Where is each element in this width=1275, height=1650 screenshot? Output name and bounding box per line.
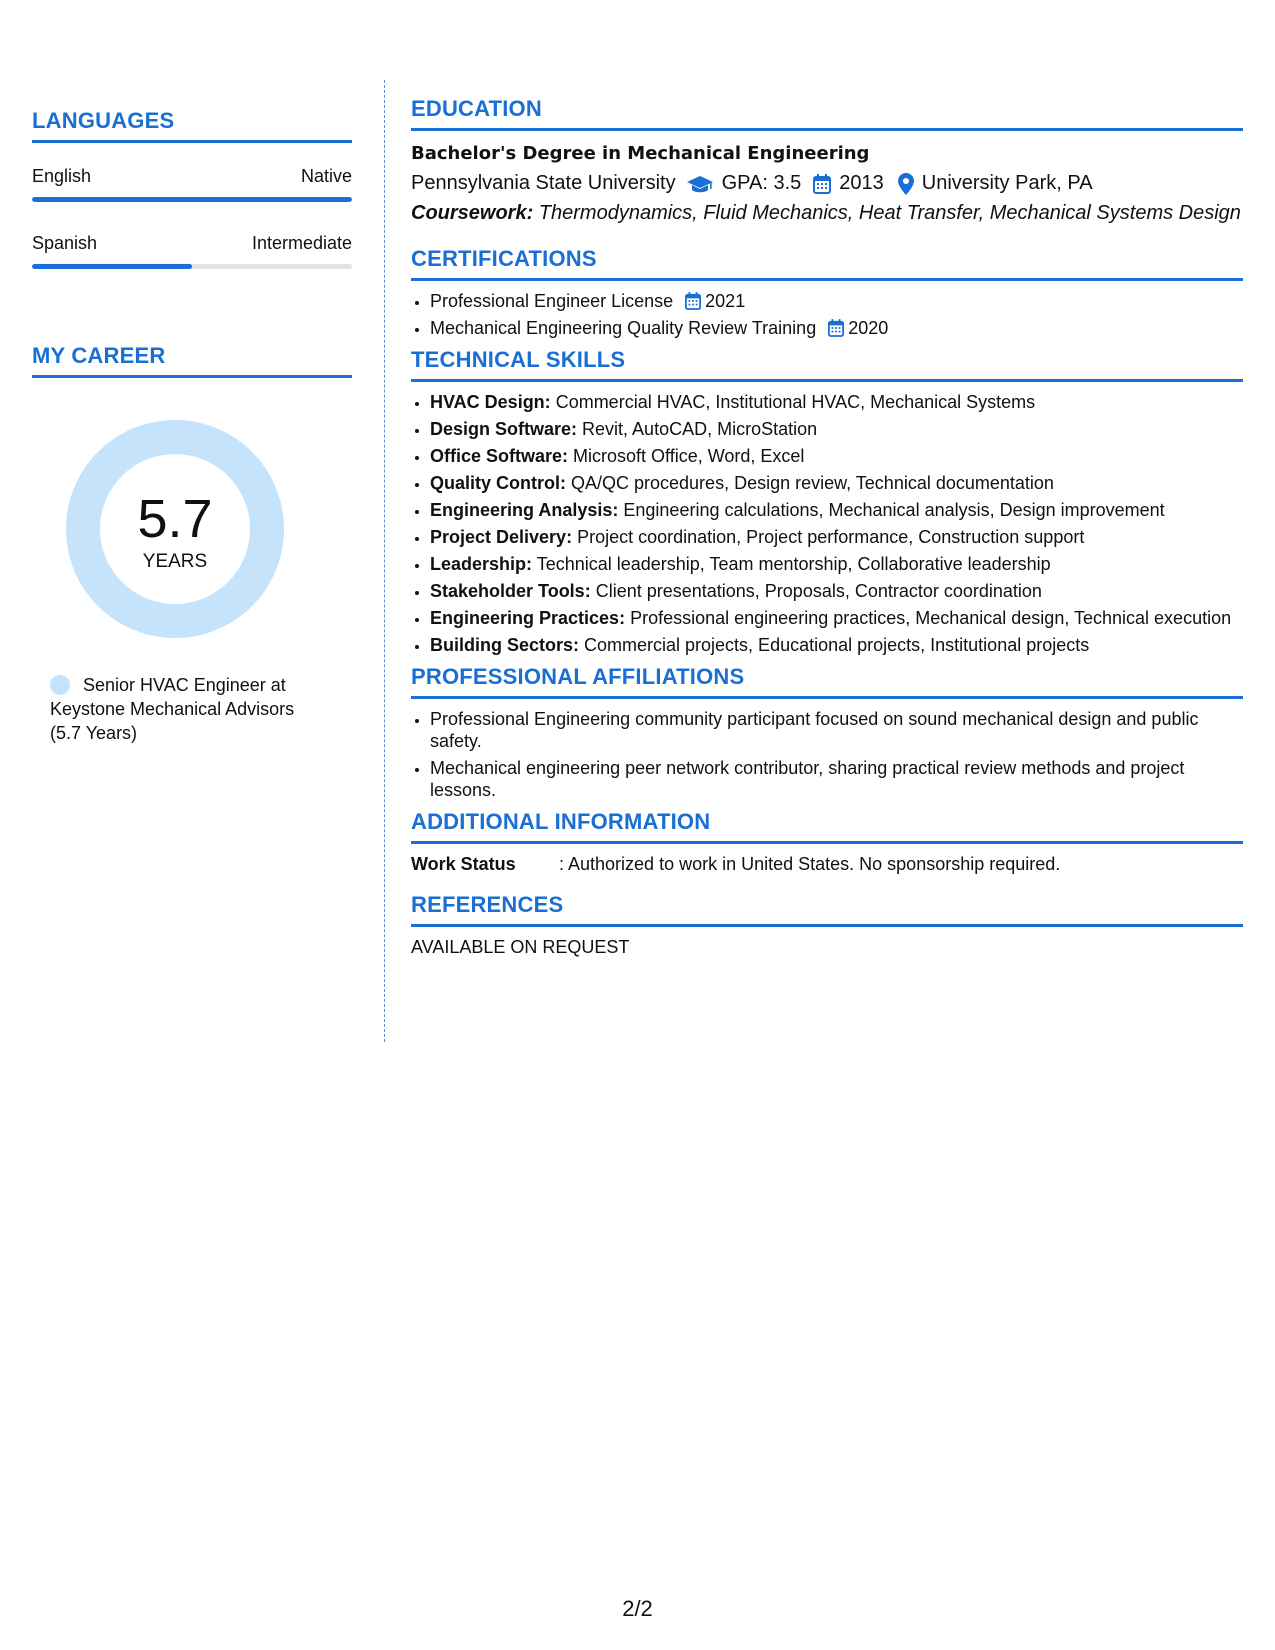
list-item (430, 418, 1243, 440)
skill-text: Technical leadership, Team mentorship, Collaborative leadership (532, 554, 1051, 574)
language-proficiency-fill (32, 264, 192, 269)
skill-text: Commercial projects, Educational projects, Institutional projects (579, 635, 1090, 655)
references-text: AVAILABLE ON REQUEST (411, 937, 630, 957)
career-role-duration: (5.7 Years) (50, 723, 138, 743)
affiliations-list (411, 708, 1243, 801)
language-name: English (32, 166, 92, 186)
page-number: 2/2 (622, 1596, 653, 1621)
certification-name: • Mechanical Engineering Quality Review Training (430, 318, 817, 338)
certification-year: 2020 (848, 318, 889, 338)
coursework-label: Coursework: (411, 202, 534, 224)
section-rule (411, 696, 1243, 699)
career-total-value: 5.7 (137, 489, 213, 549)
coursework-list: Thermodynamics, Fluid Mechanics, Heat Transfer, Mechanical Systems Design (533, 202, 1241, 224)
section-rule (32, 140, 352, 143)
language-level: Native (300, 166, 352, 186)
skills-title: TECHNICAL SKILLS (411, 347, 626, 372)
skill-text: Commercial HVAC, Institutional HVAC, Mechanical Systems (550, 392, 1036, 412)
career-title: MY CAREER (32, 343, 166, 368)
skill-label: Stakeholder Tools: (430, 581, 591, 601)
certification-name: • Professional Engineer License (430, 291, 674, 311)
list-item (430, 391, 1243, 413)
education-title: EDUCATION (411, 96, 542, 121)
list-item (430, 290, 1243, 312)
language-proficiency-bar (32, 197, 352, 202)
certifications-section (411, 246, 1243, 339)
certifications-title: CERTIFICATIONS (411, 246, 597, 271)
calendar-icon (685, 292, 701, 310)
column-divider (384, 80, 385, 1042)
coursework (411, 201, 1243, 225)
list-item (430, 607, 1243, 629)
affiliations-section (411, 664, 1243, 801)
list-item (430, 499, 1243, 521)
section-rule (411, 128, 1243, 131)
education-meta (411, 172, 1243, 195)
section-rule (411, 841, 1243, 844)
left-column (32, 108, 352, 745)
career-section (32, 343, 352, 745)
list-item (430, 445, 1243, 467)
skill-text: Revit, AutoCAD, MicroStation (577, 419, 818, 439)
career-ring (65, 419, 285, 639)
career-role-dot (50, 675, 70, 695)
skills-list (411, 391, 1243, 656)
section-rule (411, 379, 1243, 382)
list-item (430, 526, 1243, 548)
career-role-company: Keystone Mechanical Advisors (50, 699, 295, 719)
references-title: REFERENCES (411, 892, 564, 917)
calendar-icon (828, 319, 844, 337)
work-status-label: Work Status (411, 854, 516, 874)
list-item (430, 634, 1243, 656)
skill-label: Design Software: (430, 419, 578, 439)
certification-year: 2021 (705, 291, 746, 311)
skill-text: Client presentations, Proposals, Contractor coordination (590, 581, 1042, 601)
work-status-value: : Authorized to work in United States. No sponsorship required. (559, 854, 1061, 874)
list-item (430, 553, 1243, 575)
skill-text: Professional engineering practices, Mechanical design, Technical execution (625, 608, 1232, 628)
school-name: Pennsylvania State University (411, 172, 676, 194)
skill-text: Project coordination, Project performance, Construction support (572, 527, 1085, 547)
language-proficiency-fill (32, 197, 352, 202)
calendar-icon (813, 174, 831, 194)
skill-label: Quality Control: (430, 473, 566, 493)
list-item (430, 472, 1243, 494)
language-proficiency-bar (32, 264, 352, 269)
additional-title: ADDITIONAL INFORMATION (411, 809, 711, 834)
graduation-year: 2013 (839, 172, 884, 194)
skills-section (411, 347, 1243, 656)
skill-label: Engineering Practices: (430, 608, 626, 628)
education-location: University Park, PA (921, 172, 1093, 194)
list-item: • Mechanical engineering peer network contributor, sharing practical review methods and project lessons. (430, 757, 1243, 801)
skill-label: Project Delivery: (430, 527, 573, 547)
list-item (430, 580, 1243, 602)
skill-text: Microsoft Office, Word, Excel (568, 446, 805, 466)
work-status-row (411, 853, 1243, 875)
additional-section (411, 809, 1243, 875)
section-rule (411, 924, 1243, 927)
skill-text: QA/QC procedures, Design review, Technical documentation (566, 473, 1054, 493)
languages-section (32, 108, 352, 269)
graduation-cap-icon (686, 174, 714, 194)
gpa-value: GPA: 3.5 (721, 172, 802, 194)
skill-label: Office Software: (430, 446, 569, 466)
language-item (32, 165, 352, 202)
career-total-unit: YEARS (142, 551, 208, 572)
skill-label: Engineering Analysis: (430, 500, 619, 520)
certifications-list (411, 290, 1243, 339)
skill-label: Building Sectors: (430, 635, 580, 655)
list-item (430, 317, 1243, 339)
languages-title: LANGUAGES (32, 108, 175, 133)
skill-label: HVAC Design: (430, 392, 551, 412)
section-rule (411, 278, 1243, 281)
right-column (411, 96, 1243, 958)
skill-text: Engineering calculations, Mechanical analysis, Design improvement (618, 500, 1165, 520)
skill-label: Leadership: (430, 554, 533, 574)
references-section (411, 892, 1243, 958)
language-name: Spanish (32, 233, 98, 253)
language-level: Intermediate (251, 233, 352, 253)
degree-title: Bachelor's Degree in Mechanical Engineering (411, 143, 870, 164)
career-role-title: Senior HVAC Engineer at (83, 675, 286, 695)
location-pin-icon (898, 173, 914, 195)
section-rule (32, 375, 352, 378)
list-item: • Professional Engineering community participant focused on sound mechanical design and public safety. (430, 708, 1243, 752)
education-section (411, 96, 1243, 225)
affiliations-title: PROFESSIONAL AFFILIATIONS (411, 664, 745, 689)
career-role (50, 673, 352, 745)
language-item (32, 232, 352, 269)
